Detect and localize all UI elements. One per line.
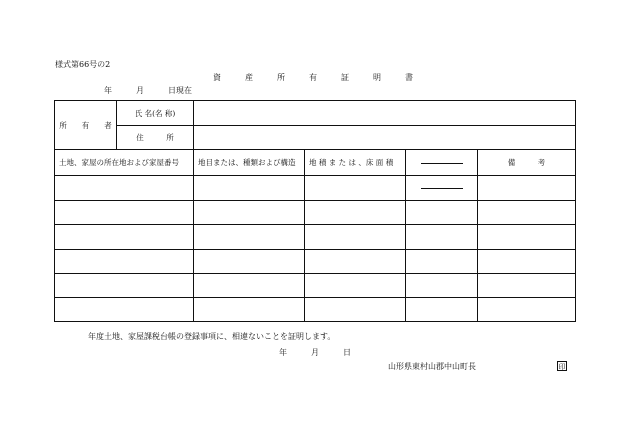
owner-name-row [55,101,576,126]
area-cell[interactable] [305,250,406,274]
area-header: 地 積 ま た は 、床 面 積 [305,150,406,176]
remarks-cell[interactable] [478,250,576,274]
dash-line [421,188,463,189]
remarks-cell[interactable] [478,176,576,201]
blank-cell[interactable] [406,225,478,250]
area-cell[interactable] [305,176,406,201]
location-cell[interactable] [55,225,194,250]
table-row [55,298,576,322]
certification-statement: 年度土地、家屋課税台帳の登録事項に、相違ないことを証明します。 [88,332,336,341]
table-row [55,250,576,274]
form-number: 様式第66号の2 [55,60,111,69]
location-header: 土地、家屋の所在地および家屋番号 [55,150,194,176]
owner-name-label: 氏 名(名 称) [117,101,194,126]
table-row [55,274,576,298]
category-cell[interactable] [194,250,305,274]
column-header-row [55,150,576,176]
blank-cell [406,176,478,201]
table-row [55,225,576,250]
seal-mark: 印 [558,363,566,371]
table-row [55,176,576,201]
blank-cell[interactable] [406,250,478,274]
area-cell[interactable] [305,201,406,225]
category-header: 地目または、種類および構造 [194,150,305,176]
remarks-cell[interactable] [478,225,576,250]
document-title: 資 産 所 有 証 明 書 [213,73,413,82]
location-cell[interactable] [55,201,194,225]
category-cell[interactable] [194,176,305,201]
dash-line [421,163,463,164]
issuer-name: 山形県東村山郡中山町長 [388,362,476,371]
remarks-cell[interactable] [478,298,576,322]
remarks-cell[interactable] [478,274,576,298]
owner-label: 所 有 者 [55,101,117,150]
location-cell[interactable] [55,176,194,201]
blank-header [406,150,478,176]
category-cell[interactable] [194,298,305,322]
as-of-date-line: 年 月 日現在 [104,86,192,95]
blank-cell[interactable] [406,298,478,322]
owner-address-label: 住 所 [117,126,194,150]
owner-address-row [55,126,576,150]
location-cell[interactable] [55,274,194,298]
area-cell[interactable] [305,274,406,298]
area-cell[interactable] [305,298,406,322]
table-row [55,201,576,225]
remarks-cell[interactable] [478,201,576,225]
location-cell[interactable] [55,250,194,274]
owner-name-field[interactable] [194,101,576,126]
remarks-header: 備 考 [478,150,576,176]
owner-address-field[interactable] [194,126,576,150]
category-cell[interactable] [194,201,305,225]
certificate-form-table [54,100,576,322]
location-cell[interactable] [55,298,194,322]
blank-cell[interactable] [406,201,478,225]
area-cell[interactable] [305,225,406,250]
blank-cell[interactable] [406,274,478,298]
certification-date: 年 月 日 [279,348,351,357]
category-cell[interactable] [194,274,305,298]
category-cell[interactable] [194,225,305,250]
